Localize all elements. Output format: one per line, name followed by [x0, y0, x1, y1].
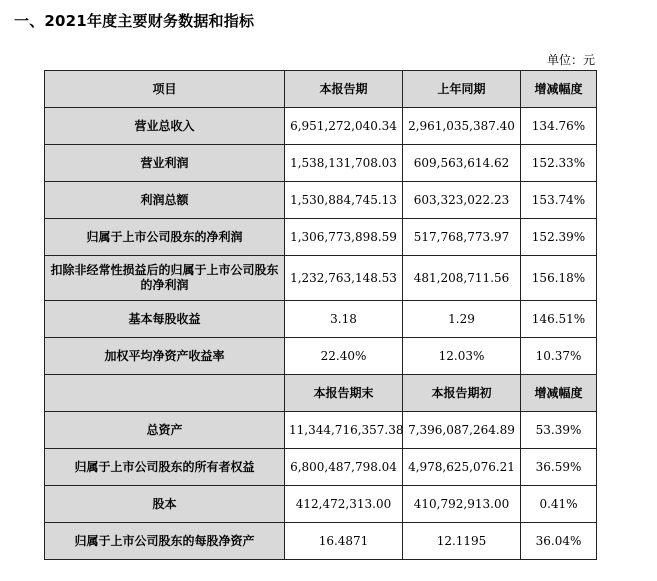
current-value: 1,232,763,148.53 [285, 256, 403, 301]
section-title: 一、2021年度主要财务数据和指标 [14, 12, 255, 30]
change-value: 36.59% [521, 449, 597, 486]
table-row [45, 256, 597, 301]
row-label: 归属于上市公司股东的净利润 [45, 219, 285, 256]
change-value: 152.39% [521, 219, 597, 256]
table-row [45, 145, 597, 182]
table-row [45, 219, 597, 256]
change-value: 156.18% [521, 256, 597, 301]
change-value: 152.33% [521, 145, 597, 182]
change-value: 134.76% [521, 108, 597, 145]
table-row [45, 301, 597, 338]
row-label: 股本 [45, 486, 285, 523]
current-value: 1,306,773,898.59 [285, 219, 403, 256]
row-label: 利润总额 [45, 182, 285, 219]
change-value: 0.41% [521, 486, 597, 523]
row-label: 归属于上市公司股东的所有者权益 [45, 449, 285, 486]
previous-value: 12.03% [403, 338, 521, 375]
change-value: 36.04% [521, 523, 597, 560]
previous-value: 410,792,913.00 [403, 486, 521, 523]
previous-value: 517,768,773.97 [403, 219, 521, 256]
row-label: 基本每股收益 [45, 301, 285, 338]
header-item: 项目 [45, 71, 285, 108]
previous-value: 7,396,087,264.89 [403, 412, 521, 449]
previous-value: 12.1195 [403, 523, 521, 560]
current-value: 1,530,884,745.13 [285, 182, 403, 219]
change-value: 153.74% [521, 182, 597, 219]
subheader-change: 增减幅度 [521, 375, 597, 412]
current-value: 412,472,313.00 [285, 486, 403, 523]
table-row [45, 412, 597, 449]
change-value: 10.37% [521, 338, 597, 375]
change-value: 146.51% [521, 301, 597, 338]
current-value: 6,951,272,040.34 [285, 108, 403, 145]
table-row [45, 108, 597, 145]
previous-value: 603,323,022.23 [403, 182, 521, 219]
subheader-item [45, 375, 285, 412]
current-value: 16.4871 [285, 523, 403, 560]
header-change: 增减幅度 [521, 71, 597, 108]
header-previous-period: 上年同期 [403, 71, 521, 108]
row-label: 加权平均净资产收益率 [45, 338, 285, 375]
previous-value: 2,961,035,387.40 [403, 108, 521, 145]
change-value: 53.39% [521, 412, 597, 449]
previous-value: 4,978,625,076.21 [403, 449, 521, 486]
table-row [45, 182, 597, 219]
subheader-period-end: 本报告期末 [285, 375, 403, 412]
previous-value: 609,563,614.62 [403, 145, 521, 182]
table-row [45, 338, 597, 375]
table-header-row [45, 71, 597, 108]
row-label: 营业总收入 [45, 108, 285, 145]
current-value: 3.18 [285, 301, 403, 338]
row-label: 总资产 [45, 412, 285, 449]
current-value: 22.40% [285, 338, 403, 375]
table-subheader-row [45, 375, 597, 412]
table-row [45, 449, 597, 486]
table-row [45, 486, 597, 523]
financial-data-table [44, 70, 597, 560]
previous-value: 481,208,711.56 [403, 256, 521, 301]
current-value: 1,538,131,708.03 [285, 145, 403, 182]
subheader-period-start: 本报告期初 [403, 375, 521, 412]
unit-label: 单位：元 [546, 53, 595, 67]
table-row [45, 523, 597, 560]
previous-value: 1.29 [403, 301, 521, 338]
current-value: 11,344,716,357.38 [285, 412, 403, 449]
current-value: 6,800,487,798.04 [285, 449, 403, 486]
header-current-period: 本报告期 [285, 71, 403, 108]
row-label: 归属于上市公司股东的每股净资产 [45, 523, 285, 560]
row-label: 营业利润 [45, 145, 285, 182]
row-label: 扣除非经常性损益后的归属于上市公司股东的净利润 [45, 256, 285, 301]
